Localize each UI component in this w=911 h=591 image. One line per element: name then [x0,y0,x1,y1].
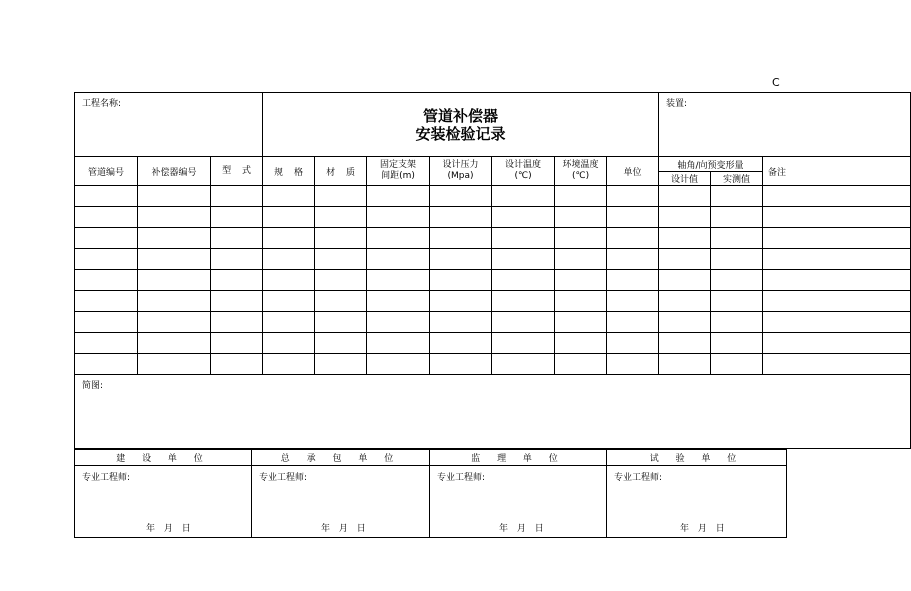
col-fixed-support-line2: 间距(m) [381,171,415,181]
data-cell[interactable] [75,312,138,333]
col-design-temp-line2: (℃) [514,171,532,181]
data-cell[interactable] [211,228,263,249]
data-cell[interactable] [607,186,659,207]
data-cell[interactable] [430,333,492,354]
data-cell[interactable] [607,312,659,333]
table-row [75,207,911,228]
data-cell[interactable] [607,333,659,354]
data-rows [75,186,911,375]
data-cell[interactable] [763,333,911,354]
sketch-area [75,375,911,449]
data-cell[interactable] [263,270,315,291]
signature-date: 年 月 日 [499,524,547,534]
data-cell[interactable] [555,186,607,207]
data-cell[interactable] [75,270,138,291]
data-cell[interactable] [659,186,711,207]
col-design-value: 设计值 [659,172,711,186]
data-cell[interactable] [211,186,263,207]
data-cell[interactable] [492,333,555,354]
data-cell[interactable] [138,333,211,354]
engineer-label: 专业工程师: [259,473,308,483]
data-cell[interactable] [607,291,659,312]
data-cell[interactable] [430,312,492,333]
data-cell[interactable] [263,207,315,228]
engineer-label: 专业工程师: [437,473,486,483]
signature-title-supervision: 监 理 单 位 [430,450,607,466]
data-cell[interactable] [555,270,607,291]
data-cell[interactable] [367,354,430,375]
data-cell[interactable] [659,270,711,291]
data-cell[interactable] [211,333,263,354]
data-cell[interactable] [75,186,138,207]
data-cell[interactable] [211,312,263,333]
data-cell[interactable] [763,312,911,333]
data-cell[interactable] [430,186,492,207]
data-cell[interactable] [430,249,492,270]
form-title-line1: 管道补偿器 [423,106,499,125]
signature-title-general-contractor: 总 承 包 单 位 [252,450,430,466]
data-cell[interactable] [263,186,315,207]
form-title-line2: 安装检验记录 [415,124,506,143]
signature-cell-construction [75,466,252,538]
col-type: 型 式 [211,157,263,186]
col-design-pressure-line1: 设计压力 [442,160,479,170]
data-cell[interactable] [263,249,315,270]
data-cell[interactable] [263,333,315,354]
signature-date: 年 月 日 [321,524,369,534]
data-cell[interactable] [607,207,659,228]
data-cell[interactable] [607,270,659,291]
data-cell[interactable] [75,228,138,249]
data-cell[interactable] [763,228,911,249]
data-cell[interactable] [75,249,138,270]
engineer-label: 专业工程师: [614,473,663,483]
data-cell[interactable] [138,186,211,207]
data-cell[interactable] [211,291,263,312]
data-cell[interactable] [315,207,367,228]
data-cell[interactable] [315,228,367,249]
sketch-label: 简图: [82,381,104,391]
col-design-temp [492,157,555,186]
data-cell[interactable] [367,333,430,354]
data-cell[interactable] [711,270,763,291]
data-cell[interactable] [367,249,430,270]
record-table [74,92,911,449]
data-cell[interactable] [492,270,555,291]
data-cell[interactable] [711,186,763,207]
data-cell[interactable] [711,291,763,312]
table-row [75,228,911,249]
data-cell[interactable] [763,270,911,291]
data-cell[interactable] [555,228,607,249]
data-cell[interactable] [138,249,211,270]
data-cell[interactable] [555,249,607,270]
table-row [75,354,911,375]
col-design-temp-line1: 设计温度 [505,160,542,170]
table-row [75,312,911,333]
data-cell[interactable] [367,228,430,249]
col-env-temp [555,157,607,186]
data-cell[interactable] [492,249,555,270]
data-cell[interactable] [492,354,555,375]
data-cell[interactable] [763,291,911,312]
data-cell[interactable] [138,291,211,312]
col-material: 材 质 [315,157,367,186]
data-cell[interactable] [211,270,263,291]
engineer-label: 专业工程师: [82,473,131,483]
data-cell[interactable] [367,186,430,207]
data-cell[interactable] [315,333,367,354]
data-cell[interactable] [659,291,711,312]
signature-date: 年 月 日 [680,524,728,534]
signature-table [74,449,787,538]
col-deformation-group: 轴角/向预变形量 [659,157,763,172]
data-cell[interactable] [492,312,555,333]
data-cell[interactable] [367,207,430,228]
data-cell[interactable] [315,249,367,270]
data-cell[interactable] [492,207,555,228]
data-cell[interactable] [263,291,315,312]
col-design-pressure [430,157,492,186]
data-cell[interactable] [711,354,763,375]
data-cell[interactable] [211,249,263,270]
data-cell[interactable] [492,228,555,249]
data-cell[interactable] [763,249,911,270]
col-env-temp-line1: 环境温度 [562,160,599,170]
data-cell[interactable] [430,270,492,291]
col-unit: 单位 [607,157,659,186]
data-cell[interactable] [211,354,263,375]
data-cell[interactable] [315,270,367,291]
data-cell[interactable] [555,312,607,333]
data-cell[interactable] [607,354,659,375]
signature-cell-supervision [430,466,607,538]
table-row [75,333,911,354]
col-env-temp-line2: (℃) [571,171,590,181]
signature-title-construction: 建 设 单 位 [75,450,252,466]
signature-cell-general-contractor [252,466,430,538]
form-title [263,93,659,157]
form-code-mark: C [772,76,780,89]
data-cell[interactable] [75,207,138,228]
inspection-form [74,92,787,534]
data-cell[interactable] [138,354,211,375]
data-cell[interactable] [763,207,911,228]
data-cell[interactable] [711,333,763,354]
signature-title-testing: 试 验 单 位 [607,450,787,466]
data-cell[interactable] [763,186,911,207]
col-compensator-no: 补偿器编号 [138,157,211,186]
col-fixed-support-line1: 固定支架 [380,160,417,170]
data-cell[interactable] [315,312,367,333]
data-cell[interactable] [263,312,315,333]
device-label: 装置: [659,93,911,157]
col-fixed-support [367,157,430,186]
data-cell[interactable] [492,291,555,312]
data-cell[interactable] [555,207,607,228]
col-pipe-no: 管道编号 [75,157,138,186]
data-cell[interactable] [430,291,492,312]
data-cell[interactable] [138,207,211,228]
data-cell[interactable] [430,207,492,228]
col-spec: 规 格 [263,157,315,186]
data-cell[interactable] [138,270,211,291]
data-cell[interactable] [659,207,711,228]
table-row [75,291,911,312]
data-cell[interactable] [659,312,711,333]
data-cell[interactable] [711,207,763,228]
data-cell[interactable] [138,312,211,333]
signature-cell-testing [607,466,787,538]
data-cell[interactable] [263,354,315,375]
data-cell[interactable] [659,249,711,270]
data-cell[interactable] [659,354,711,375]
project-name-label: 工程名称: [75,93,263,157]
data-cell[interactable] [492,186,555,207]
data-cell[interactable] [555,354,607,375]
data-cell[interactable] [315,186,367,207]
col-remark: 备注 [763,157,911,186]
signature-date: 年 月 日 [146,524,194,534]
data-cell[interactable] [75,354,138,375]
table-row [75,270,911,291]
data-cell[interactable] [367,312,430,333]
data-cell[interactable] [555,333,607,354]
data-cell[interactable] [367,291,430,312]
data-cell[interactable] [659,333,711,354]
data-cell[interactable] [711,228,763,249]
data-cell[interactable] [607,249,659,270]
col-measured-value: 实测值 [711,172,763,186]
data-cell[interactable] [263,228,315,249]
data-cell[interactable] [711,249,763,270]
data-cell[interactable] [315,354,367,375]
data-cell[interactable] [315,291,367,312]
data-cell[interactable] [607,228,659,249]
data-cell[interactable] [430,354,492,375]
data-cell[interactable] [367,270,430,291]
data-cell[interactable] [659,228,711,249]
table-row [75,186,911,207]
col-design-pressure-line2: (Mpa) [447,171,474,181]
data-cell[interactable] [555,291,607,312]
data-cell[interactable] [138,228,211,249]
data-cell[interactable] [430,228,492,249]
data-cell[interactable] [75,333,138,354]
data-cell[interactable] [763,354,911,375]
data-cell[interactable] [711,312,763,333]
data-cell[interactable] [211,207,263,228]
table-row [75,249,911,270]
data-cell[interactable] [75,291,138,312]
